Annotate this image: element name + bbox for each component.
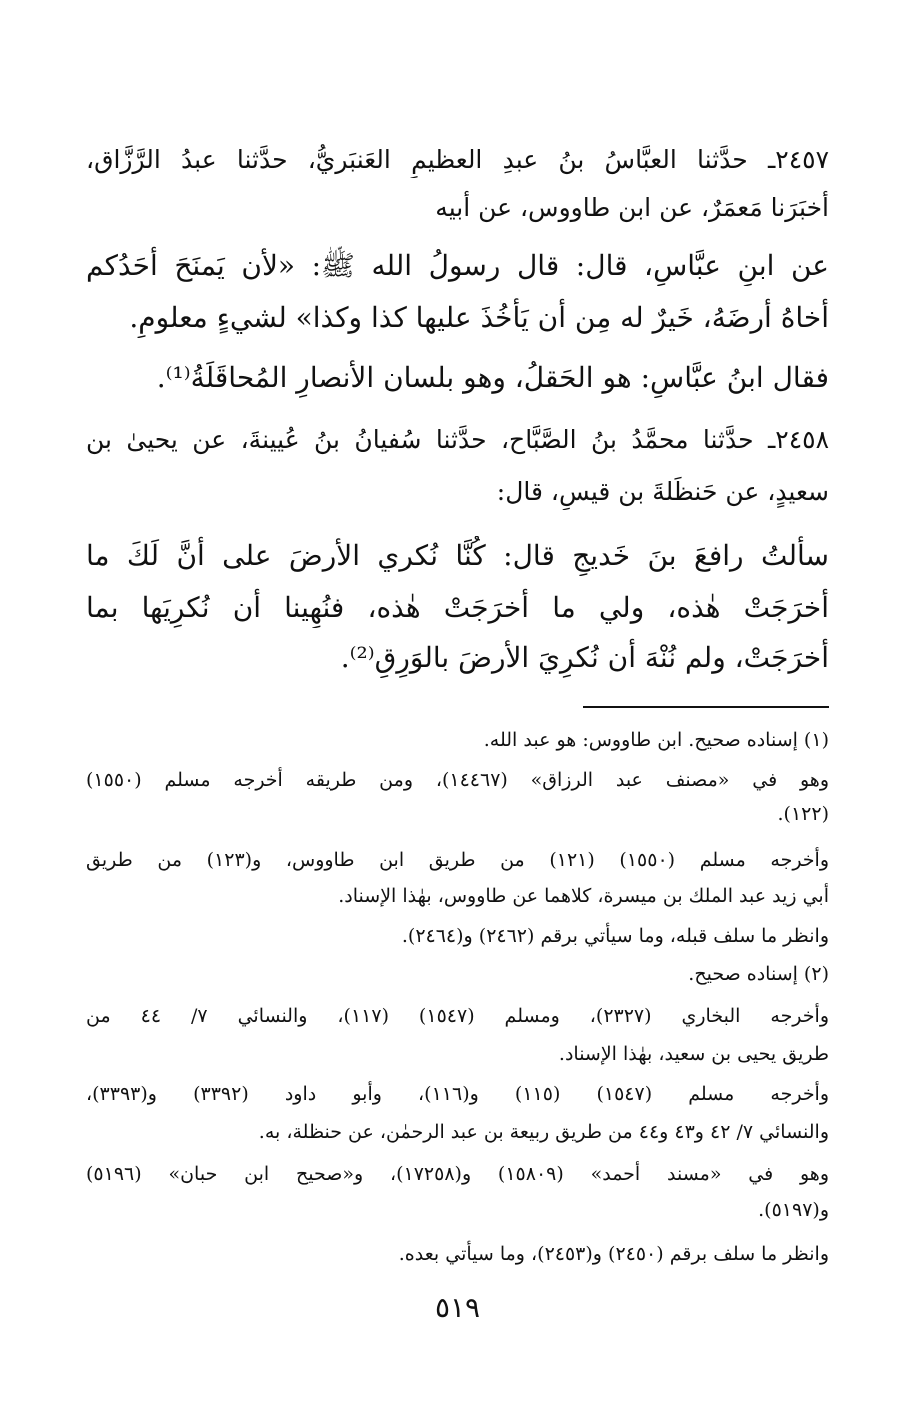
footnote-2-line-4: وأخرجه مسلم (١٥٤٧) (١١٥) و(١١٦)، وأبو داود (٣٣٩٢) و(٣٣٩٣)، <box>86 1083 829 1105</box>
footnote-2-line-7: و(٥١٩٧). <box>758 1199 829 1221</box>
hadith-2457-matn-line-2: أخاهُ أرضَهُ، خَيرٌ له مِن أن يَأخُذَ عليها كذا وكذا» لشيءٍ معلومٍ. <box>129 301 829 334</box>
footnote-2-line-8: وانظر ما سلف برقم (٢٤٥٠) و(٢٤٥٣)، وما سيأتي بعده. <box>398 1243 829 1265</box>
footnote-2-line-6: وهو في «مسند أحمد» (١٥٨٠٩) و(١٧٢٥٨)، و«صحيح ابن حبان» (٥١٩٦) <box>86 1163 829 1185</box>
footnote-1-line-2: وهو في «مصنف عبد الرزاق» (١٤٤٦٧)، ومن طريقه أخرجه مسلم (١٥٥٠) <box>86 769 829 791</box>
footnote-2-line-5: والنسائي ٧/ ٤٢ و٤٣ و٤٤ من طريق ربيعة بن عبد الرحمٰن، عن حنظلة، به. <box>258 1121 829 1143</box>
hadith-2458-matn-line-1: سألتُ رافعَ بنَ خَديجٍ قال: كُنَّا نُكري الأرضَ على أنَّ لَكَ ما <box>86 539 829 572</box>
footnote-1-line-3: (١٢٢). <box>777 803 829 825</box>
footnote-1-line-1: (١) إسناده صحيح. ابن طاووس: هو عبد الله. <box>483 729 829 751</box>
page-number: ٥١٩ <box>434 1291 481 1324</box>
footnote-1-line-6: وانظر ما سلف قبله، وما سيأتي برقم (٢٤٦٢) و(٢٤٦٤). <box>401 925 829 947</box>
hadith-2458-isnad-line-1: ٢٤٥٨ـ حدَّثنا محمَّدُ بنُ الصَّبَّاح، حدَّثنا سُفيانُ بنُ عُيينةَ، عن يحيىٰ بن <box>86 425 829 454</box>
footnote-1-line-4: وأخرجه مسلم (١٥٥٠) (١٢١) من طريق ابن طاووس، و(١٢٣) من طريق <box>86 849 829 871</box>
footnote-2-line-2: وأخرجه البخاري (٢٣٢٧)، ومسلم (١٥٤٧) (١١٧)، والنسائي ٧/ ٤٤ من <box>86 1005 829 1027</box>
footnote-2-line-3: طريق يحيى بن سعيد، بهٰذا الإسناد. <box>558 1043 829 1065</box>
footnote-separator <box>583 706 829 708</box>
hadith-2457-matn-line-1: عن ابنِ عبَّاسٍ، قال: قال رسولُ الله ﷺ: «لأن يَمنَحَ أحَدُكم <box>86 249 829 282</box>
footnote-2-line-1: (٢) إسناده صحيح. <box>688 963 829 985</box>
footnote-1-line-5: أبي زيد عبد الملك بن ميسرة، كلاهما عن طاووس، بهٰذا الإسناد. <box>338 885 829 907</box>
hadith-2457-isnad-line-1: ٢٤٥٧ـ حدَّثنا العبَّاسُ بنُ عبدِ العظيمِ العَنبَريُّ، حدَّثنا عبدُ الرَّزَّاق، <box>86 145 829 174</box>
hadith-2457-isnad-line-2: أخبَرَنا مَعمَرٌ، عن ابن طاووس، عن أبيه <box>435 193 829 222</box>
hadith-2458-isnad-line-2: سعيدٍ، عن حَنظَلةَ بن قيسٍ، قال: <box>496 477 829 506</box>
hadith-2458-matn-line-2: أخرَجَتْ هٰذه، ولي ما أخرَجَتْ هٰذه، فنُهِينا أن نُكرِيَها بما <box>86 591 829 624</box>
hadith-2458-matn-line-3: أخرَجَتْ، ولم نُنْهَ أن نُكرِيَ الأرضَ بالوَرِقِ⁽²⁾. <box>340 641 829 674</box>
hadith-2457-matn-line-3: فقال ابنُ عبَّاسٍ: هو الحَقلُ، وهو بلسان الأنصارِ المُحاقَلَةُ⁽¹⁾. <box>156 361 829 394</box>
